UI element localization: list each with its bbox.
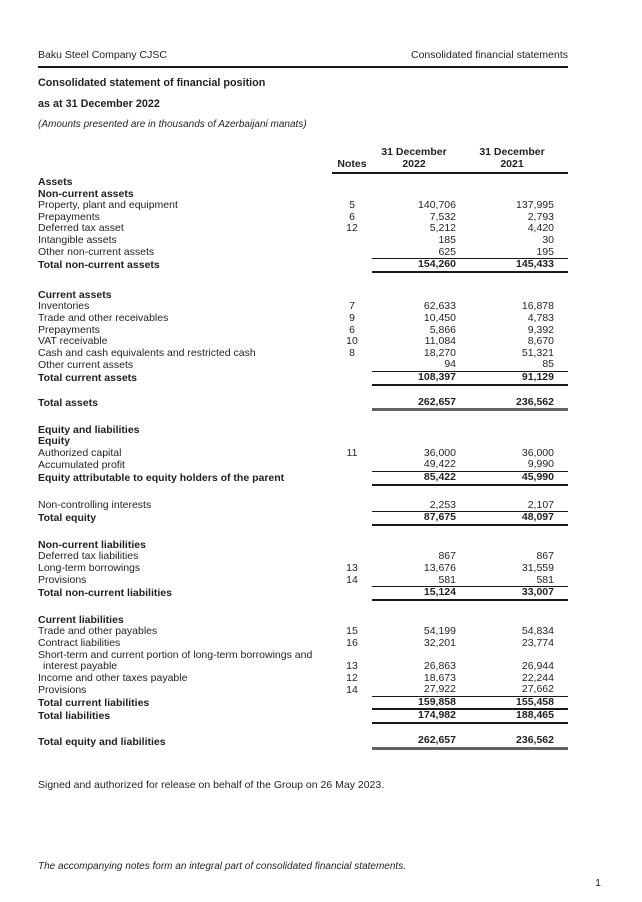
table-row: [38, 459, 568, 471]
row-value-2021: 9,392: [527, 324, 554, 336]
row-note: [332, 500, 372, 512]
row-value-2021: 30: [542, 234, 554, 246]
spacer-row: [38, 525, 568, 540]
row-label: Non-current assets: [38, 188, 134, 200]
row-value-2021: 51,321: [521, 347, 554, 359]
row-value-2021: 16,878: [521, 301, 554, 313]
table-row: [38, 448, 568, 460]
row-value-2021: 31,559: [521, 562, 554, 574]
table-row: [38, 425, 568, 437]
table-row: [38, 290, 568, 302]
row-value-2022: 49,422: [372, 459, 470, 471]
row-value-2022: 154,260: [372, 259, 470, 272]
table-row: [38, 650, 568, 673]
table-row: [38, 313, 568, 325]
row-note: [332, 371, 372, 384]
row-value-2021: 27,662: [470, 684, 568, 696]
table-row: [38, 563, 568, 575]
row-note: [332, 551, 372, 563]
row-label: Total equity: [38, 512, 97, 525]
row-note: 14: [346, 574, 358, 587]
row-value-2022: 2,253: [372, 500, 470, 512]
table-row: [38, 709, 568, 723]
row-value-2021: 236,562: [470, 735, 568, 748]
row-label: Total non-current assets: [38, 259, 160, 272]
row-value-2022: 5,212: [429, 223, 456, 235]
row-label: Short-term and current portion of long-term borrowings and interest payable: [38, 649, 313, 673]
row-value-2022: 262,657: [372, 735, 470, 748]
row-note: [332, 709, 372, 723]
row-note: 16: [346, 637, 358, 649]
row-label: Total assets: [38, 397, 98, 409]
row-value-2022: [372, 189, 470, 201]
table-row: [38, 615, 568, 627]
row-note: [332, 359, 372, 371]
row-value-2021: [470, 615, 568, 627]
row-value-2021: 85: [542, 359, 554, 371]
row-value-2021: 48,097: [470, 512, 568, 525]
col-header-2021-line2: 2021: [470, 158, 568, 173]
row-value-2022: 15,124: [372, 587, 470, 600]
table-row: [38, 684, 568, 696]
row-label: Current assets: [38, 289, 112, 301]
col-header-notes: Notes: [332, 158, 372, 173]
row-value-2022: 185: [438, 234, 456, 246]
table-row: [38, 235, 568, 247]
row-label: Total non-current liabilities: [38, 587, 172, 600]
table-row: [38, 173, 568, 189]
row-label: Income and other taxes payable: [38, 672, 188, 684]
table-header-row-2: [38, 158, 568, 173]
row-label: Assets: [38, 176, 73, 188]
table-row: [38, 259, 568, 272]
table-row: [38, 325, 568, 337]
row-value-2022: 94: [444, 359, 456, 371]
row-value-2021: [470, 540, 568, 552]
row-value-2022: 159,858: [372, 696, 470, 709]
row-label: Accumulated profit: [38, 459, 125, 471]
row-label: Deferred tax liabilities: [38, 551, 139, 563]
row-value-2022: 27,922: [372, 684, 470, 696]
row-note: [332, 615, 372, 627]
table-row: [38, 575, 568, 587]
row-value-2022: 5,866: [429, 324, 456, 336]
table-row: [38, 512, 568, 525]
row-value-2022: 11,084: [424, 336, 456, 348]
table-header: [38, 146, 568, 173]
row-note: 5: [349, 200, 355, 212]
row-label: Prepayments: [38, 324, 100, 336]
row-value-2021: [470, 436, 568, 448]
row-note: [332, 259, 372, 272]
table-row: [38, 587, 568, 600]
row-value-2022: 625: [438, 246, 456, 258]
row-note: [332, 397, 372, 410]
row-value-2021: 2,793: [527, 211, 554, 223]
row-value-2021: 236,562: [470, 397, 568, 410]
spacer-row: [38, 272, 568, 290]
row-value-2021: 581: [470, 575, 568, 587]
row-note: 12: [346, 223, 358, 235]
table-row: [38, 189, 568, 201]
statement-table-body: [38, 173, 568, 748]
row-label: Non-current liabilities: [38, 539, 146, 551]
row-note: [332, 459, 372, 471]
row-note: 10: [346, 336, 358, 348]
row-label: Non-controlling interests: [38, 499, 152, 512]
header-empty-cell: [38, 158, 332, 173]
table-row: [38, 673, 568, 685]
header-empty-cell: [332, 146, 372, 158]
row-note: [332, 696, 372, 709]
row-note: [332, 173, 372, 189]
row-value-2022: 62,633: [423, 301, 456, 313]
table-row: [38, 500, 568, 512]
row-label: Total equity and liabilities: [38, 735, 166, 748]
row-value-2021: 91,129: [470, 371, 568, 384]
row-label: Property, plant and equipment: [38, 200, 178, 212]
row-note: 15: [346, 626, 358, 638]
row-value-2021: [470, 425, 568, 437]
table-row: [38, 212, 568, 224]
row-value-2021: [470, 290, 568, 302]
row-value-2022: 867: [438, 551, 456, 563]
row-value-2022: 18,673: [423, 672, 456, 684]
row-label: Total current liabilities: [38, 696, 150, 709]
table-row: [38, 200, 568, 212]
row-value-2022: 10,450: [423, 312, 456, 324]
row-value-2021: 54,834: [521, 626, 554, 638]
row-value-2021: 145,433: [470, 259, 568, 272]
row-label: Other non-current assets: [38, 246, 155, 259]
running-header: [38, 49, 568, 68]
row-value-2022: 108,397: [372, 371, 470, 384]
document-subtitle: as at 31 December 2022: [38, 98, 160, 110]
row-label: Long-term borrowings: [38, 562, 141, 574]
row-label: Equity and liabilities: [38, 424, 140, 436]
row-note: 13: [346, 660, 358, 673]
row-value-2022: 18,270: [423, 347, 456, 359]
col-header-2022-line1: 31 December: [381, 146, 447, 158]
amounts-note: (Amounts presented are in thousands of Azerbaijani manats): [38, 119, 307, 130]
row-label: Provisions: [38, 684, 87, 696]
table-row: [38, 301, 568, 313]
table-row: [38, 471, 568, 484]
row-label: Authorized capital: [38, 447, 122, 459]
table-row: [38, 371, 568, 384]
row-note: 6: [349, 324, 355, 336]
row-value-2021: 45,990: [470, 471, 568, 484]
row-note: 11: [346, 447, 358, 459]
row-value-2021: 8,670: [527, 336, 554, 348]
row-label: Prepayments: [38, 211, 100, 223]
row-note: 9: [349, 312, 355, 324]
spacer-row: [38, 410, 568, 425]
row-note: [332, 235, 372, 247]
row-value-2022: 262,657: [372, 397, 470, 410]
row-label: Contract liabilities: [38, 637, 121, 649]
row-label: Trade and other payables: [38, 626, 158, 638]
table-row: [38, 696, 568, 709]
table-row: [38, 336, 568, 348]
row-value-2022: 7,532: [429, 211, 456, 223]
row-value-2022: [372, 540, 470, 552]
row-note: [332, 247, 372, 259]
table-row: [38, 436, 568, 448]
row-note: [332, 471, 372, 484]
row-value-2021: 195: [536, 246, 554, 258]
row-note: 13: [346, 562, 358, 574]
row-value-2022: 36,000: [423, 447, 456, 459]
row-note: [332, 290, 372, 302]
row-label: VAT receivable: [38, 336, 108, 348]
spacer-row: [38, 485, 568, 500]
row-value-2022: 54,199: [423, 626, 456, 638]
row-label: Trade and other receivables: [38, 312, 169, 324]
row-note: [332, 735, 372, 748]
row-note: [332, 512, 372, 525]
col-header-2021-line1: 31 December: [479, 146, 545, 158]
table-row: [38, 359, 568, 371]
row-label: Total current assets: [38, 371, 138, 384]
header-empty-cell: [38, 146, 332, 158]
table-row: [38, 223, 568, 235]
row-note: 8: [349, 347, 355, 359]
footer-note: The accompanying notes form an integral part of consolidated financial statements.: [38, 861, 406, 872]
document-title: Consolidated statement of financial position: [38, 77, 266, 89]
row-value-2021: 9,990: [470, 459, 568, 471]
row-label: Deferred tax asset: [38, 223, 124, 235]
row-value-2021: 867: [536, 551, 554, 563]
row-value-2021: 155,458: [470, 696, 568, 709]
statement-table: [38, 146, 568, 750]
signed-statement: Signed and authorized for release on behalf of the Group on 26 May 2023.: [38, 779, 385, 791]
row-value-2022: 26,863: [423, 660, 456, 673]
row-label: Current liabilities: [38, 614, 124, 626]
row-value-2021: 4,420: [527, 223, 554, 235]
row-value-2021: 33,007: [470, 587, 568, 600]
row-note: [332, 425, 372, 437]
spacer-row: [38, 385, 568, 397]
row-value-2022: 13,676: [423, 562, 456, 574]
row-value-2022: [372, 290, 470, 302]
row-note: [332, 436, 372, 448]
row-value-2021: 2,107: [470, 500, 568, 512]
row-label: Total liabilities: [38, 710, 111, 723]
table-row: [38, 540, 568, 552]
row-label: Other current assets: [38, 359, 134, 371]
row-label: Cash and cash equivalents and restricted cash: [38, 347, 256, 359]
row-note: [332, 587, 372, 600]
table-row: [38, 247, 568, 259]
company-name: Baku Steel Company CJSC: [38, 49, 167, 61]
table-row: [38, 348, 568, 360]
row-note: [332, 540, 372, 552]
spacer-row: [38, 600, 568, 615]
table-row: [38, 397, 568, 410]
row-note: 14: [346, 684, 358, 696]
row-label: Equity attributable to equity holders of the parent: [38, 471, 285, 484]
row-label: Provisions: [38, 574, 87, 587]
row-value-2021: 4,783: [527, 312, 554, 324]
row-value-2021: [470, 173, 568, 189]
row-value-2022: [372, 173, 470, 189]
table-row: [38, 735, 568, 748]
row-value-2022: 87,675: [372, 512, 470, 525]
row-value-2021: 188,465: [470, 709, 568, 723]
spacer-row: [38, 723, 568, 735]
row-value-2021: 23,774: [521, 637, 554, 649]
row-value-2021: [470, 189, 568, 201]
row-note: 12: [346, 672, 358, 684]
row-note: 7: [349, 301, 355, 313]
table-row: [38, 551, 568, 563]
row-value-2022: [372, 425, 470, 437]
row-label: Inventories: [38, 301, 90, 313]
row-value-2022: 85,422: [372, 471, 470, 484]
page-number: 1: [595, 877, 601, 889]
table-row: [38, 626, 568, 638]
row-note: [332, 189, 372, 201]
row-value-2022: 32,201: [423, 637, 456, 649]
row-label: Equity: [38, 436, 71, 448]
row-value-2022: [372, 436, 470, 448]
report-type-label: Consolidated financial statements: [410, 49, 568, 61]
row-value-2021: 137,995: [516, 200, 554, 212]
table-row: [38, 638, 568, 650]
row-note: 6: [349, 211, 355, 223]
row-value-2022: 140,706: [418, 200, 456, 212]
row-value-2021: 22,244: [521, 672, 554, 684]
row-value-2022: 174,982: [372, 709, 470, 723]
row-value-2022: 581: [372, 575, 470, 587]
col-header-2022-line2: 2022: [372, 158, 470, 173]
row-value-2021: 26,944: [521, 660, 554, 673]
row-value-2022: [372, 615, 470, 627]
table-header-row-1: [38, 146, 568, 158]
row-value-2021: 36,000: [521, 447, 554, 459]
row-label: Intangible assets: [38, 234, 117, 246]
